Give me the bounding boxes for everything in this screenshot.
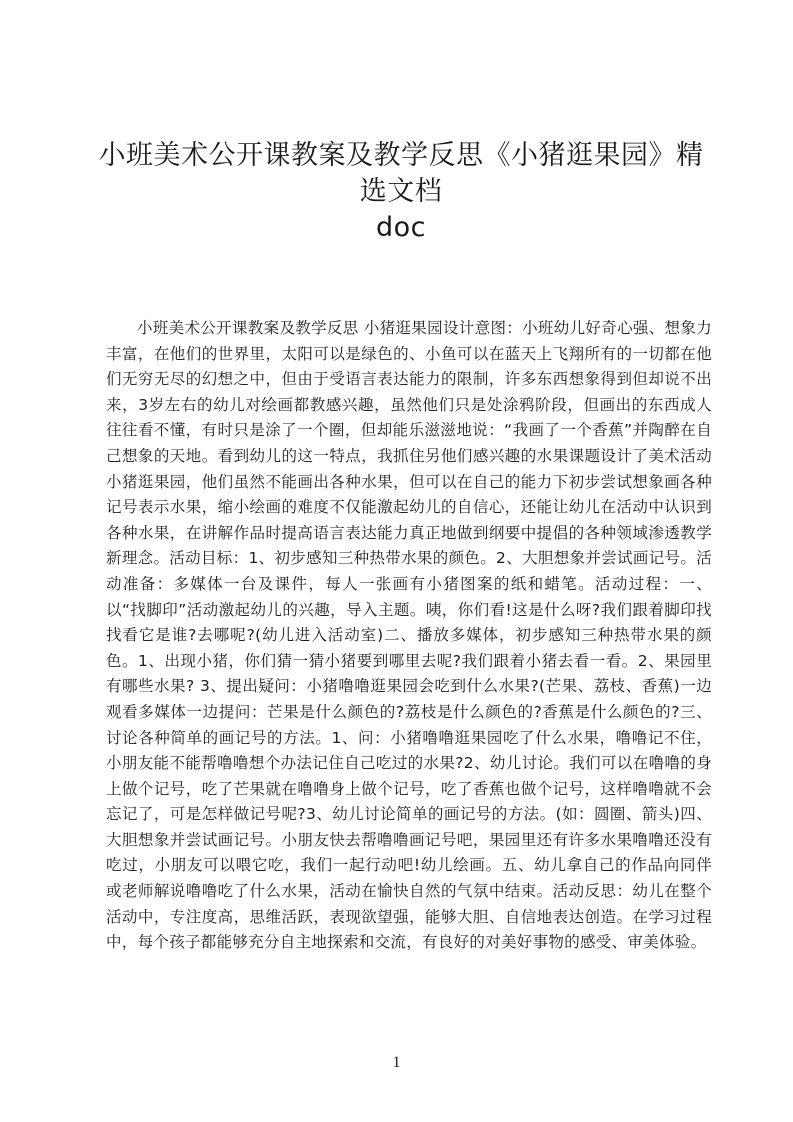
page-number: 1 [392,1054,401,1071]
document-title [96,138,706,246]
title-line-2: doc [375,212,426,243]
body-paragraph: 小班美术公开课教案及教学反思 小猪逛果园设计意图：小班幼儿好奇心强、想象力丰富，在他们的世界里，太阳可以是绿色的、小鱼可以在蓝天上飞翔所有的一切都在他们无穷无尽的幻想之中，但由于受语言表达能力的限制，许多东西想象得到但却说不出来，3岁左右的幼儿对绘画都教感兴趣，虽然他们只是处涂鸦阶段，但画出的东西成人往往看不懂，有时只是涂了一个圈，但却能乐滋滋地说：“我画了一个香蕉”并陶醉在自己想象的天地。看到幼儿的这一特点，我抓住另他们感兴趣的水果课题设计了美术活动小猪逛果园，他们虽然不能画出各种水果，但可以在自己的能力下初步尝试想象画各种记号表示水果，缩小绘画的难度不仅能激起幼儿的自信心，还能让幼儿在活动中认识到各种水果，在讲解作品时提高语言表达能力真正地做到纲要中提倡的各种领域渗透教学新理念。活动目标：1、初步感知三种热带水果的颜色。2、大胆想象并尝试画记号。活动准备：多媒体一台及课件，每人一张画有小猪图案的纸和蜡笔。活动过程：一、以“找脚印”活动激起幼儿的兴趣，导入主题。咦，你们看!这是什么呀?我们跟着脚印找找看它是谁?去哪呢?(幼儿进入活动室)二、播放多媒体，初步感知三种热带水果的颜色。1、出现小猪，你们猜一猜小猪要到哪里去呢?我们跟着小猪去看一看。2、果园里有哪些水果? 3、提出疑问：小猪噜噜逛果园会吃到什么水果?(芒果、荔枝、香蕉)一边观看多媒体一边提问：芒果是什么颜色的?荔枝是什么颜色的?香蕉是什么颜色的?三、讨论各种简单的画记号的方法。1、问：小猪噜噜逛果园吃了什么水果，噜噜记不住，小朋友能不能帮噜噜想个办法记住自己吃过的水果?2、幼儿讨论。我们可以在噜噜的身上做个记号，吃了芒果就在噜噜身上做个记号，吃了香蕉也做个记号，这样噜噜就不会忘记了，可是怎样做记号呢?3、幼儿讨论简单的画记号的方法。(如：圆圈、箭头)四、大胆想象并尝试画记号。小朋友快去帮噜噜画记号吧，果园里还有许多水果噜噜还没有吃过，小朋友可以喂它吃，我们一起行动吧!幼儿绘画。五、幼儿拿自己的作品向同伴或老师解说噜噜吃了什么水果，活动在愉快自然的气氛中结束。活动反思：幼儿在整个活动中，专注度高，思维活跃，表现欲望强，能够大胆、自信地表达创造。在学习过程中，每个孩子都能够充分自主地探索和交流，有良好的对美好事物的感受、审美体验。 [106,319,712,952]
title-line-1: 小班美术公开课教案及教学反思《小猪逛果园》精选文档 [98,140,704,207]
